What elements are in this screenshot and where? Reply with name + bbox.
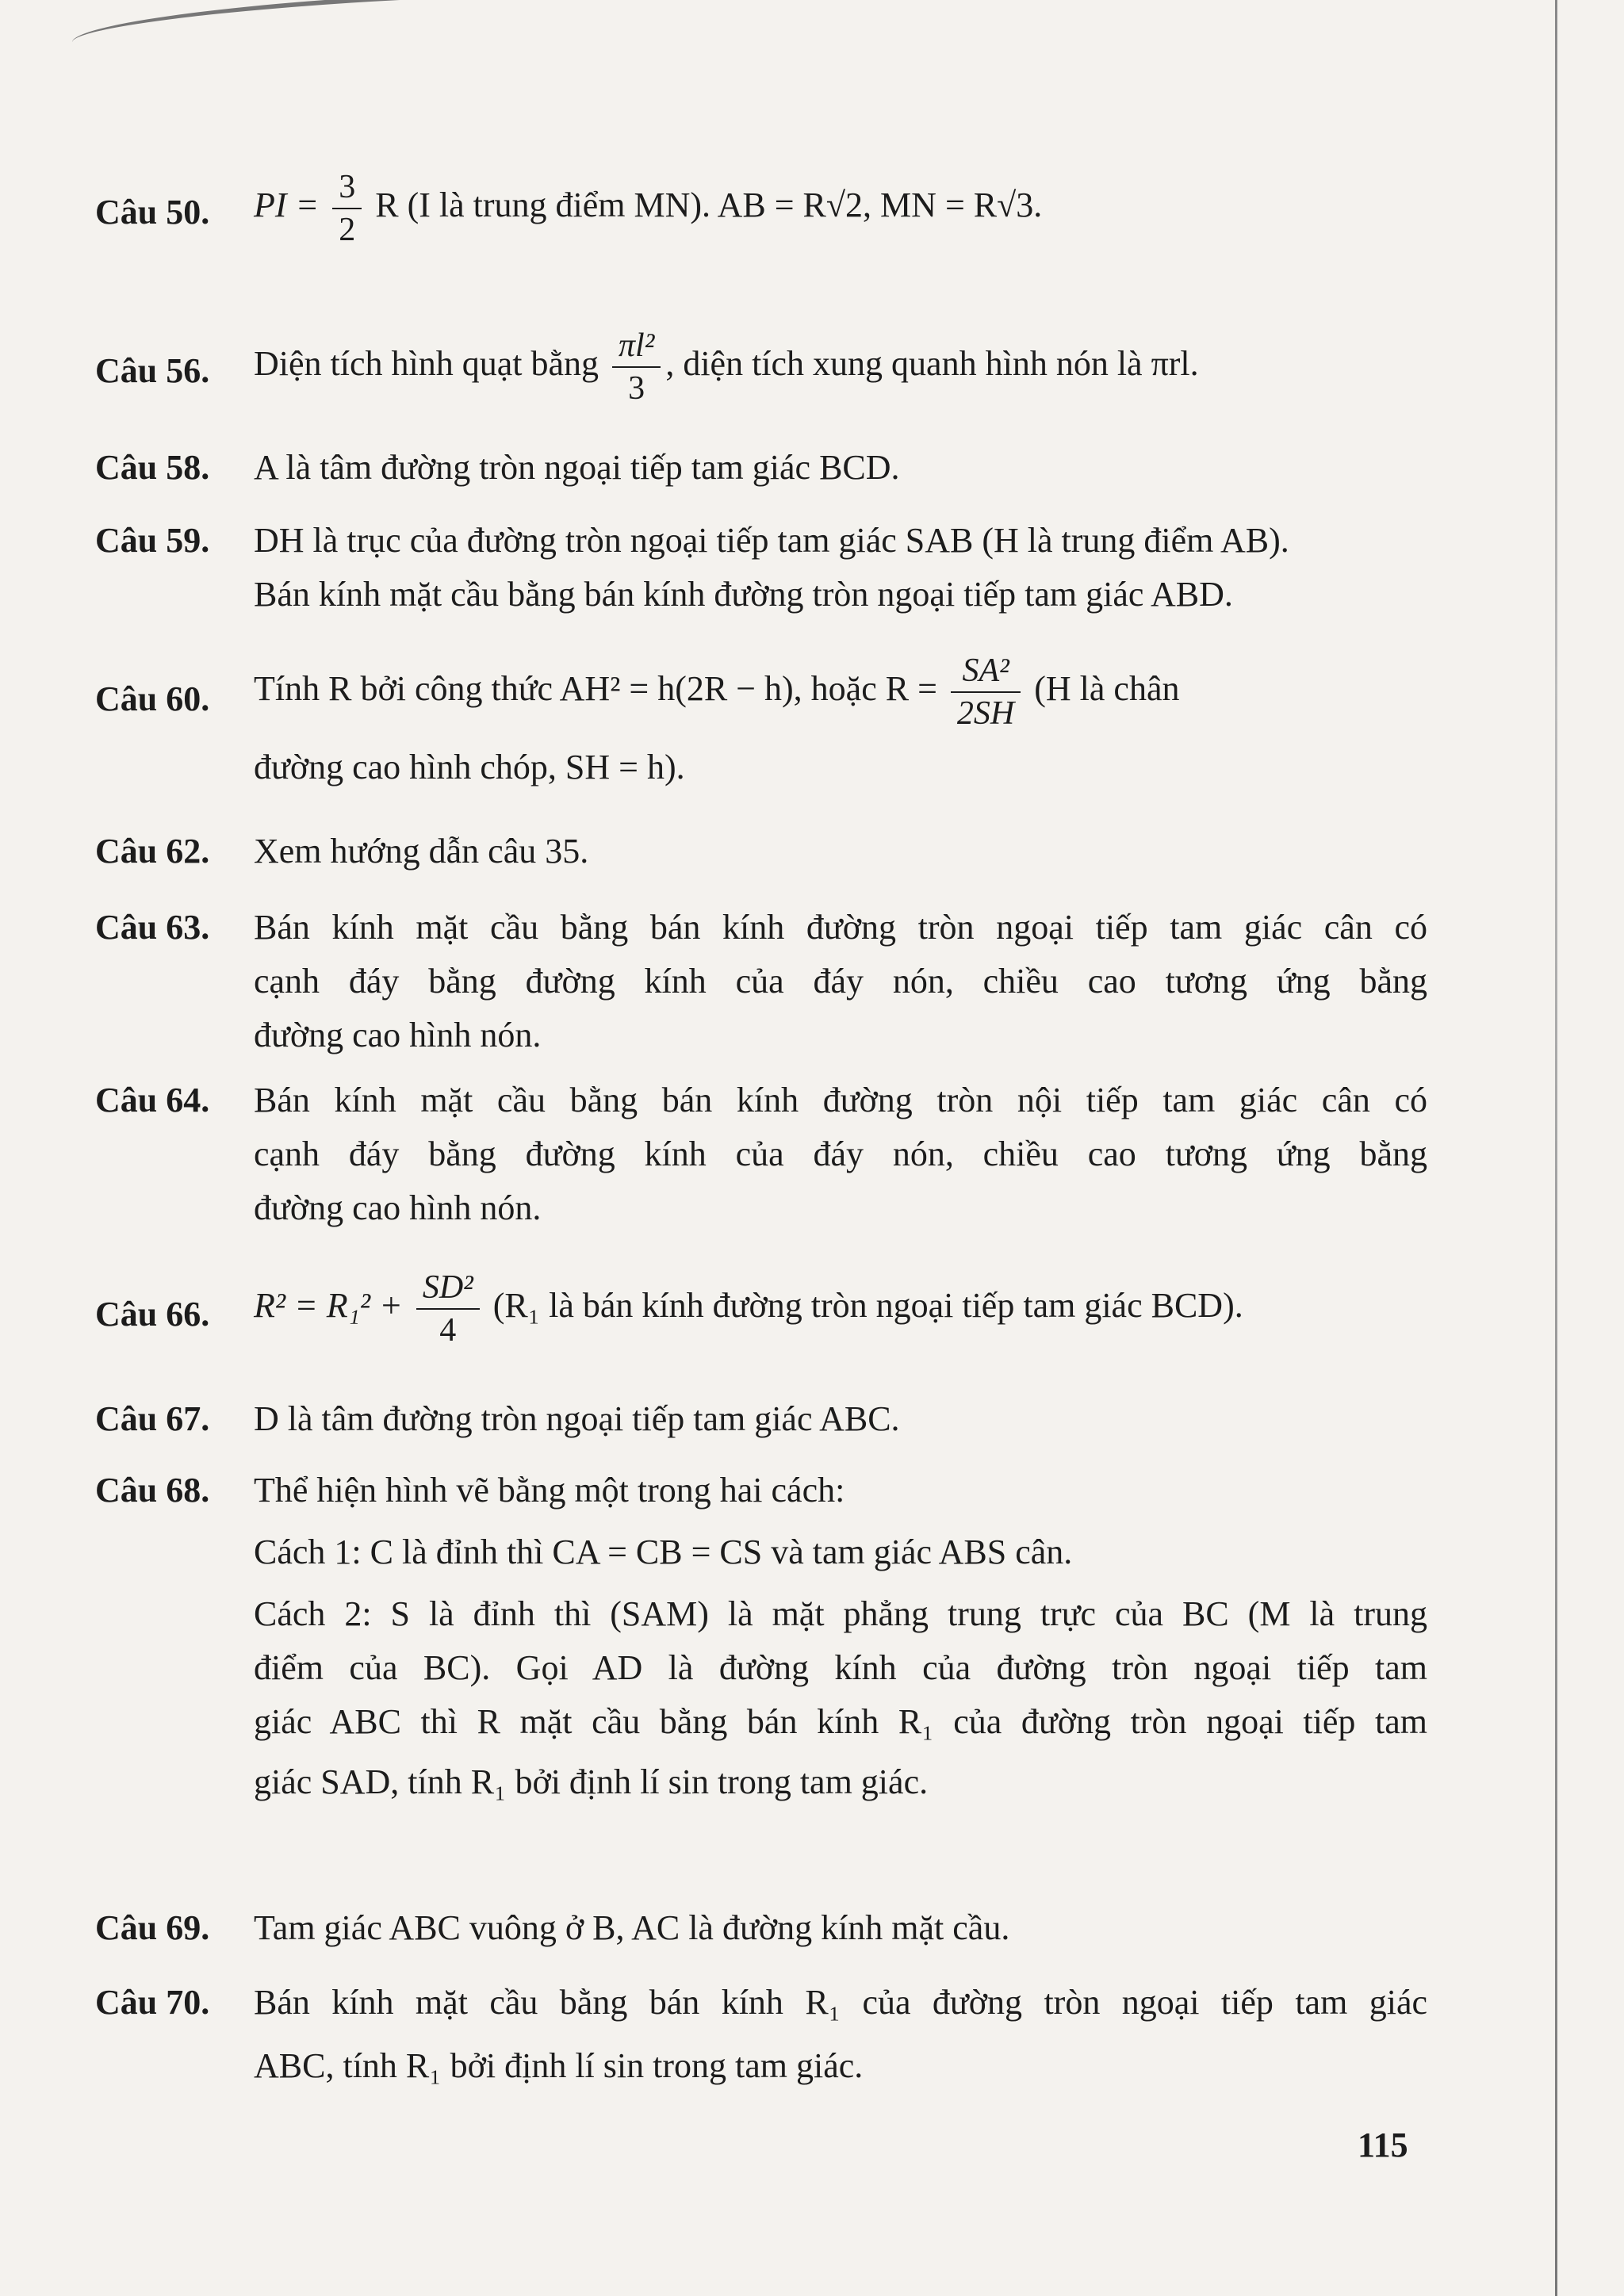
question-label: Câu 59. xyxy=(95,521,210,560)
page-number: 115 xyxy=(1358,2126,1408,2164)
answer-67 xyxy=(95,1392,1427,1446)
answer-69 xyxy=(95,1901,1427,1955)
question-label: Câu 69. xyxy=(95,1908,210,1947)
answer-text: DH là trục của đường tròn ngoại tiếp tam giác SAB (H là trung điểm AB). Bán kính mặt cầu bằng bán kính đường tròn ngoại tiếp tam giác ABD. xyxy=(254,521,1289,614)
question-label: Câu 68. xyxy=(95,1471,210,1510)
text: (R₁ là bán kính đường tròn ngoại tiếp tam giác BCD). xyxy=(484,1286,1243,1326)
page-edge-shadow xyxy=(71,0,548,55)
answer-text xyxy=(254,1267,1427,1351)
answer-text: D là tâm đường tròn ngoại tiếp tam giác ABC. xyxy=(254,1399,900,1438)
question-label: Câu 62. xyxy=(95,832,210,871)
answer-text: A là tâm đường tròn ngoại tiếp tam giác BCD. xyxy=(254,448,900,487)
answer-text: Bán kính mặt cầu bằng bán kính đường tròn nội tiếp tam giác cân có cạnh đáy bằng đường kính của đáy nón, chiều cao tương ứng bằng đường cao hình nón. xyxy=(254,1081,1427,1227)
question-label: Câu 50. xyxy=(95,193,210,232)
text: Tính R bởi công thức AH² = h(2R − h), hoặc R = xyxy=(254,669,946,709)
question-label: Câu 70. xyxy=(95,1983,210,2022)
fraction-3-2: $\frac{3}{2}$ xyxy=(332,166,362,251)
text: , diện tích xung quanh hình nón là πrl. xyxy=(665,344,1199,384)
answer-68 xyxy=(95,1464,1427,1809)
question-label: Câu 63. xyxy=(95,908,210,947)
answer-text xyxy=(254,166,1427,251)
answer-text xyxy=(254,325,1427,409)
fraction-sd2-4: $\frac{\text{SD²}}{4}$ xyxy=(416,1267,480,1351)
answer-70 xyxy=(95,1976,1427,2093)
answer-56 xyxy=(95,325,1427,409)
answer-text: Xem hướng dẫn câu 35. xyxy=(254,832,589,871)
answer-text: Tam giác ABC vuông ở B, AC là đường kính mặt cầu. xyxy=(254,1908,1010,1947)
answer-text: Tính R bởi công thức AH² = h(2R − h), hoặc R = $\frac{\text{SA²}}{2SH}$ (H là chân đường cao hình chóp, SH = h). xyxy=(254,650,1427,794)
answer-58 xyxy=(95,441,1427,495)
answer-text: Bán kính mặt cầu bằng bán kính đường tròn ngoại tiếp tam giác cân có cạnh đáy bằng đường kính của đáy nón, chiều cao tương ứng bằng đường cao hình nón. xyxy=(254,908,1427,1054)
answer-60 xyxy=(95,650,1427,794)
formula-text: R (I là trung điểm MN). AB = R√2, MN = R√3. xyxy=(366,186,1043,225)
text: Diện tích hình quạt bằng xyxy=(254,344,608,384)
answer-59 xyxy=(95,514,1427,622)
question-label: Câu 56. xyxy=(95,351,210,390)
answer-text: Thể hiện hình vẽ bằng một trong hai cách: Cách 1: C là đỉnh thì CA = CB = CS và tam giác ABS cân. Cách 2: S là đỉnh thì (SAM) là mặt phẳng trung trực của BC (M là trung điểm của BC). Gọi AD là đường kính của đường tròn ngoại tiếp tam giác ABC thì R mặt cầu bằng bán kính R₁ của đường tròn ngoại tiếp tam giác SAD, tính R₁ bởi định lí sin trong tam giác. xyxy=(254,1471,1427,1801)
formula-text: PI = xyxy=(254,186,328,225)
page-binding-edge xyxy=(1555,0,1557,2296)
answer-66 xyxy=(95,1267,1427,1351)
answer-50 xyxy=(95,166,1427,251)
answer-62 xyxy=(95,825,1427,878)
text: (H là chân xyxy=(1025,669,1180,709)
answer-64 xyxy=(95,1073,1427,1235)
fraction-pi-l2-3: $\frac{\text{πl²}}{3}$ xyxy=(612,325,661,409)
question-label: Câu 60. xyxy=(95,679,210,718)
question-label: Câu 58. xyxy=(95,448,210,487)
answer-text: Bán kính mặt cầu bằng bán kính R₁ của đường tròn ngoại tiếp tam giác ABC, tính R₁ bởi định lí sin trong tam giác. xyxy=(254,1983,1427,2085)
fraction-sa2-2sh: $\frac{\text{SA²}}{2SH}$ xyxy=(951,650,1021,734)
answer-63 xyxy=(95,901,1427,1062)
question-label: Câu 67. xyxy=(95,1399,210,1438)
question-label: Câu 64. xyxy=(95,1081,210,1119)
question-label: Câu 66. xyxy=(95,1295,210,1334)
formula-text: R² = R₁² + xyxy=(254,1286,412,1326)
